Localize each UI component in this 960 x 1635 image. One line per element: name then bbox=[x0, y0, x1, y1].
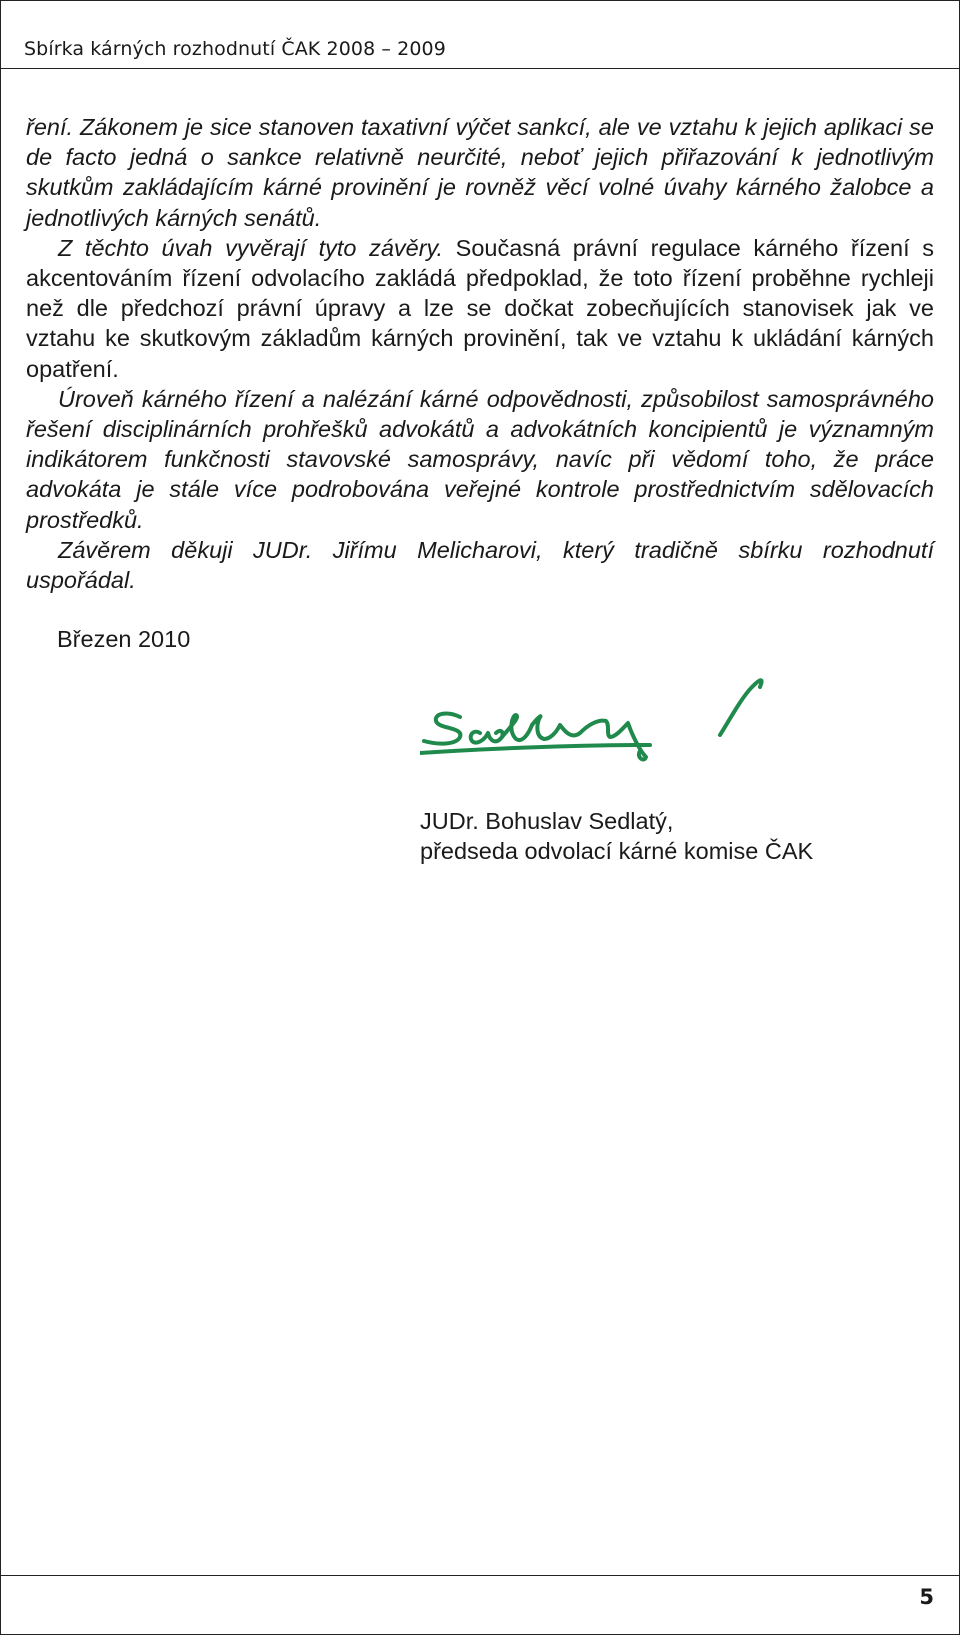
signature-strokes bbox=[420, 680, 762, 759]
signatory-name: JUDr. Bohuslav Sedlatý, bbox=[420, 808, 674, 834]
paragraph-2-body: Současná právní regulace kárného řízení s akcentováním řízení odvolacího zakládá předpoklad, že toto řízení proběhne rychleji než dle předchozí právní úpravy a lze se dočkat zobecňujících stanovisek jak ve vztahu ke skutkovým základům kárných provinění, tak ve vztahu k ukládání kárných opatření. bbox=[26, 234, 934, 382]
running-header: Sbírka kárných rozhodnutí ČAK 2008 – 2009 bbox=[24, 38, 446, 60]
date-line: Březen 2010 bbox=[57, 626, 191, 652]
signatory-role: předseda odvolací kárné komise ČAK bbox=[420, 838, 814, 864]
body-text bbox=[26, 112, 934, 595]
handwritten-signature bbox=[420, 675, 800, 785]
paragraph-1: ření. Zákonem je sice stanoven taxativní výčet sankcí, ale ve vztahu k jejich aplikaci se de facto jedná o sankce relativně neurčité, neboť jejich přiřazování k jednotlivým skutkům zakládajícím kárné provinění je rovněž věcí volné úvahy kárného žalobce a jednotlivých kárných senátů. bbox=[26, 114, 934, 231]
paragraph-3: Úroveň kárného řízení a nalézání kárné odpovědnosti, způsobilost samosprávného řešení disciplinárních prohřešků advokátů a advokátních koncipientů je významným indikátorem funkčnosti stavovské samosprávy, navíc při vědomí toho, že práce advokáta je stále více podrobována veřejné kontrole prostřednictvím sdělovacích prostředků. bbox=[26, 385, 934, 533]
page-number: 5 bbox=[919, 1585, 934, 1609]
paragraph-4: Závěrem děkuji JUDr. Jiřímu Melicharovi, který tradičně sbírku rozhodnutí uspořádal. bbox=[26, 536, 934, 594]
signatory-block bbox=[420, 806, 813, 866]
paragraph-2 bbox=[26, 233, 934, 384]
header-rule bbox=[0, 68, 960, 69]
paragraph-2-lead: Z těchto úvah vyvěrají tyto závěry. bbox=[58, 234, 444, 261]
footer-rule bbox=[0, 1575, 960, 1576]
